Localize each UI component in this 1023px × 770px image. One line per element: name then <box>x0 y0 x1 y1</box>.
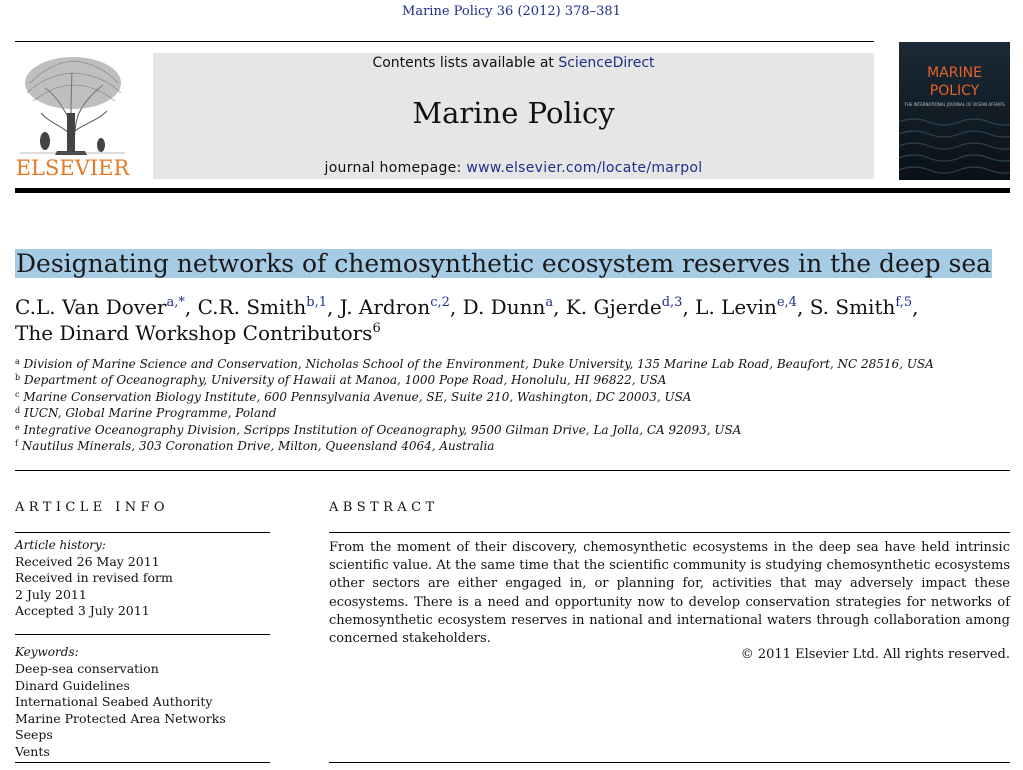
affiliation-key: d <box>15 406 21 416</box>
article-history-list <box>15 554 173 620</box>
affiliation-list <box>15 356 934 454</box>
contents-line <box>153 55 874 71</box>
affiliation-item <box>15 438 934 454</box>
author-affiliation-ref[interactable]: d,3 <box>661 295 683 310</box>
section-rule <box>15 470 1010 471</box>
affiliation-text: Nautilus Minerals, 303 Coronation Drive, Milton, Queensland 4064, Australia <box>21 439 495 454</box>
affiliation-item <box>15 372 934 388</box>
journal-title: Marine Policy <box>412 96 615 130</box>
abstract-text[interactable]: From the moment of their discovery, chemosynthetic ecosystems in the deep sea have held intrinsic scientific value. At the same time that the scientific community is studying chemosynthetic ecosystems other sectors are either engaged in, or planning for, activities that may adversely impact these ecosystems. There is a need and opportunity now to develop conservation strategies for networks of chemosynthetic ecosystem reserves in national and international waters through collaboration among concerned stakeholders. <box>329 540 1010 647</box>
author-name: C.R. Smith <box>197 295 307 319</box>
article-title[interactable]: Designating networks of chemosynthetic ecosystem reserves in the deep sea <box>16 249 992 278</box>
article-info-heading: ARTICLE INFO <box>15 500 169 515</box>
author-affiliation-ref[interactable]: 6 <box>372 321 381 336</box>
homepage-line <box>153 160 874 176</box>
article-info-rule <box>15 532 270 533</box>
affiliation-text: Department of Oceanography, University of Hawaii at Manoa, 1000 Pope Road, Honolulu, HI 96822, USA <box>23 373 667 388</box>
affiliation-text: Integrative Oceanography Division, Scripps Institution of Oceanography, 9500 Gilman Drive, La Jolla, CA 92093, USA <box>23 422 742 437</box>
affiliation-text: IUCN, Global Marine Programme, Poland <box>23 406 277 421</box>
keywords-rule <box>15 634 270 635</box>
contents-prefix: Contents lists available at <box>372 55 559 71</box>
affiliation-item <box>15 422 934 438</box>
journal-citation[interactable]: Marine Policy 36 (2012) 378–381 <box>402 4 621 19</box>
keyword-item: Dinard Guidelines <box>15 677 130 693</box>
author-list: C.L. Van Dover$^{a,*}$, C.R. Smith$^{b,1}$, J. Ardron$^{c,2}$, D. Dunn$^a$, K. Gjerde$^{d,3}$, L. Levin$^{e,4}$, S. Smith$^{f,5}$, The Dinard Workshop Contributors$^6$ <box>15 295 919 345</box>
cover-title <box>899 64 1010 100</box>
author-name: K. Gjerde <box>565 295 662 319</box>
keywords-label: Keywords: <box>15 645 79 659</box>
history-entry: Received 26 May 2011 <box>15 554 160 569</box>
affiliation-key: c <box>15 389 20 399</box>
article-history-label: Article history: <box>15 538 106 552</box>
author-name: S. Smith <box>809 295 896 319</box>
author-affiliation-ref[interactable]: c,2 <box>430 295 450 310</box>
copyright-notice: © 2011 Elsevier Ltd. All rights reserved. <box>740 647 1010 662</box>
affiliation-key: b <box>15 373 21 383</box>
keyword-item: Marine Protected Area Networks <box>15 710 226 726</box>
cover-title-line2: POLICY <box>929 83 980 99</box>
homepage-link[interactable]: www.elsevier.com/locate/marpol <box>466 160 703 176</box>
author-affiliation-ref[interactable]: a <box>545 295 554 310</box>
sciencedirect-link[interactable]: ScienceDirect <box>558 55 655 71</box>
affiliation-item <box>15 356 934 372</box>
keyword-item: Deep-sea conservation <box>15 661 159 676</box>
author-name: D. Dunn <box>462 295 546 319</box>
author-name: The Dinard Workshop Contributors <box>15 321 373 345</box>
affiliation-key: e <box>15 422 20 432</box>
affiliation-key: f <box>15 439 18 449</box>
history-entry: Received in revised form <box>15 570 173 586</box>
keyword-item: International Seabed Authority <box>15 694 213 709</box>
affiliation-key: a <box>15 357 20 366</box>
header-thick-rule <box>15 188 1010 193</box>
affiliation-item <box>15 405 934 421</box>
affiliation-item <box>15 389 934 405</box>
footer-rule-right <box>329 762 1010 763</box>
abstract-rule <box>329 532 1010 533</box>
homepage-prefix: journal homepage: <box>324 160 467 176</box>
keyword-item: Seeps <box>15 727 53 742</box>
affiliation-text: Marine Conservation Biology Institute, 600 Pennsylvania Avenue, SE, Suite 210, Washington, DC 20003, USA <box>23 389 692 404</box>
journal-cover-image[interactable] <box>899 42 1010 180</box>
cover-subtitle: THE INTERNATIONAL JOURNAL OF OCEAN AFFAIRS <box>904 102 1005 107</box>
author-affiliation-ref[interactable]: b,1 <box>306 295 328 310</box>
history-entry: Accepted 3 July 2011 <box>15 603 150 619</box>
keyword-item: Vents <box>15 743 50 759</box>
author-name: L. Levin <box>695 295 777 319</box>
author-name: J. Ardron <box>339 295 431 319</box>
keywords-list <box>15 661 226 760</box>
history-entry: 2 July 2011 <box>15 586 87 602</box>
cover-waves-image <box>899 42 1010 180</box>
author-name: C.L. Van Dover <box>15 295 167 319</box>
abstract-heading: ABSTRACT <box>329 500 439 515</box>
author-affiliation-ref[interactable]: a,* <box>166 295 185 310</box>
author-affiliation-ref[interactable]: f,5 <box>895 295 913 310</box>
header-rule <box>15 41 874 42</box>
affiliation-text: Division of Marine Science and Conservation, Nicholas School of the Environment, Duke University, 135 Marine Lab Road, Beaufort, NC 28516, USA <box>23 357 934 371</box>
cover-title-line1: MARINE <box>927 65 982 81</box>
elsevier-wordmark[interactable]: ELSEVIER <box>15 156 130 180</box>
author-affiliation-ref[interactable]: e,4 <box>776 295 797 310</box>
footer-rule-left <box>15 762 270 763</box>
